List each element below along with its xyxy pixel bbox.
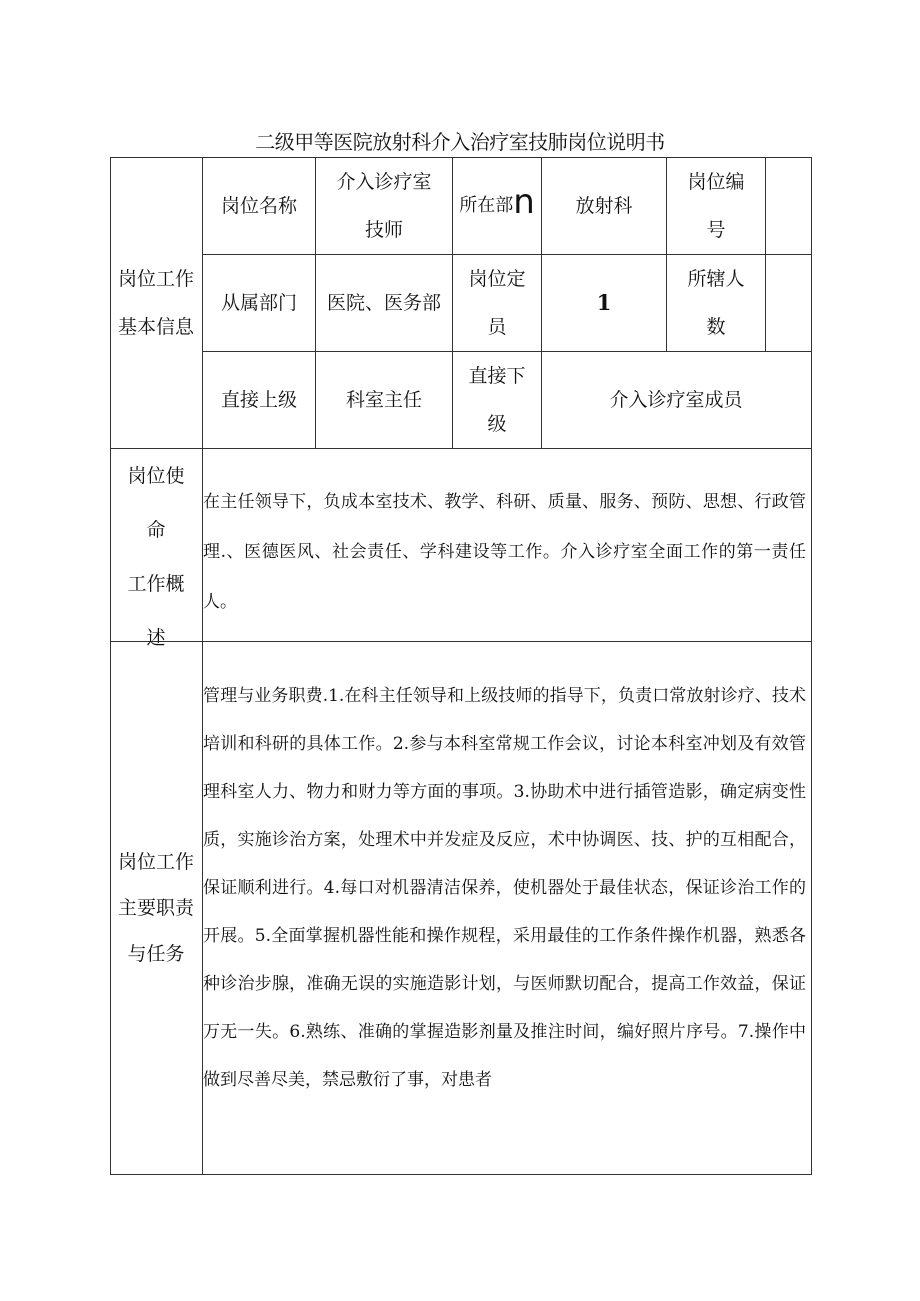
direct-superior-value: 科室主任 (345, 389, 422, 411)
dept-label-glyph: n (513, 182, 535, 222)
section-divider (110, 448, 811, 449)
post-name-value: 介入诊疗室 技师 (336, 171, 432, 241)
dept-value: 放射科 (575, 195, 633, 217)
post-number-value (766, 158, 810, 254)
post-name-label: 岗位名称 (220, 195, 297, 217)
subordinates-label: 所辖人 数 (687, 268, 745, 338)
section-divider (110, 641, 811, 642)
duties-label: 岗位工作 主要职责 与任务 (117, 850, 194, 965)
affiliated-dept-value: 医院、医务部 (326, 292, 441, 314)
dept-label: 所在部 n (459, 182, 535, 222)
affiliated-dept-label: 从属部门 (220, 292, 297, 314)
mission-text: 在主任领导下，负成本室技术、教学、科研、质量、服务、预防、思想、行政管理.、医德医风、社会责任、学科建设等工作。介入诊疗室全面工作的第一责任人。 (203, 492, 806, 612)
duties-text: 管理与业务职费.1.在科主任领导和上级技师的指导下，负责口常放射诊疗、技术培训和科研的具体工作。2.参与本科室常规工作会议，讨论本科室冲划及有效管理科室人力、物力和财力等方面的事项。3.协助术中进行插管造影，确定病变性质，实施诊治方案，处理术中并发症及反应，术中协调医、技、护的互相配合，保证顺利进行。4.每口对机器清洁保养，使机器处于最佳状态，保证诊治工作的开展。5.全面掌握机器性能和操作规程，采用最佳的工作条件操作机器，熟悉各种诊治步腺，准确无误的实施造影计划，与医师默切配合，提高工作效益，保证万无一失。6.熟练、准确的掌握造影剂量及推注时间，编好照片序号。7.操作中做到尽善尽美，禁忌敷衍了事，对患者 (203, 686, 806, 1090)
direct-subordinate-value: 介入诊疗室成员 (609, 389, 743, 411)
direct-superior-label: 直接上级 (220, 389, 297, 411)
post-number-label: 岗位编 号 (687, 171, 745, 241)
direct-subordinate-label: 直接下 级 (468, 365, 526, 435)
subordinates-value (766, 255, 810, 351)
post-quota-value: 1 (596, 290, 612, 315)
mission-label: 岗位使 命 工作概 述 (127, 465, 185, 649)
basic-info-label: 岗位工作 基本信息 (117, 268, 194, 338)
document-title: 二级甲等医院放射科介入治疗室技肺岗位说明书 (255, 130, 665, 154)
post-quota-label: 岗位定 员 (468, 268, 526, 338)
